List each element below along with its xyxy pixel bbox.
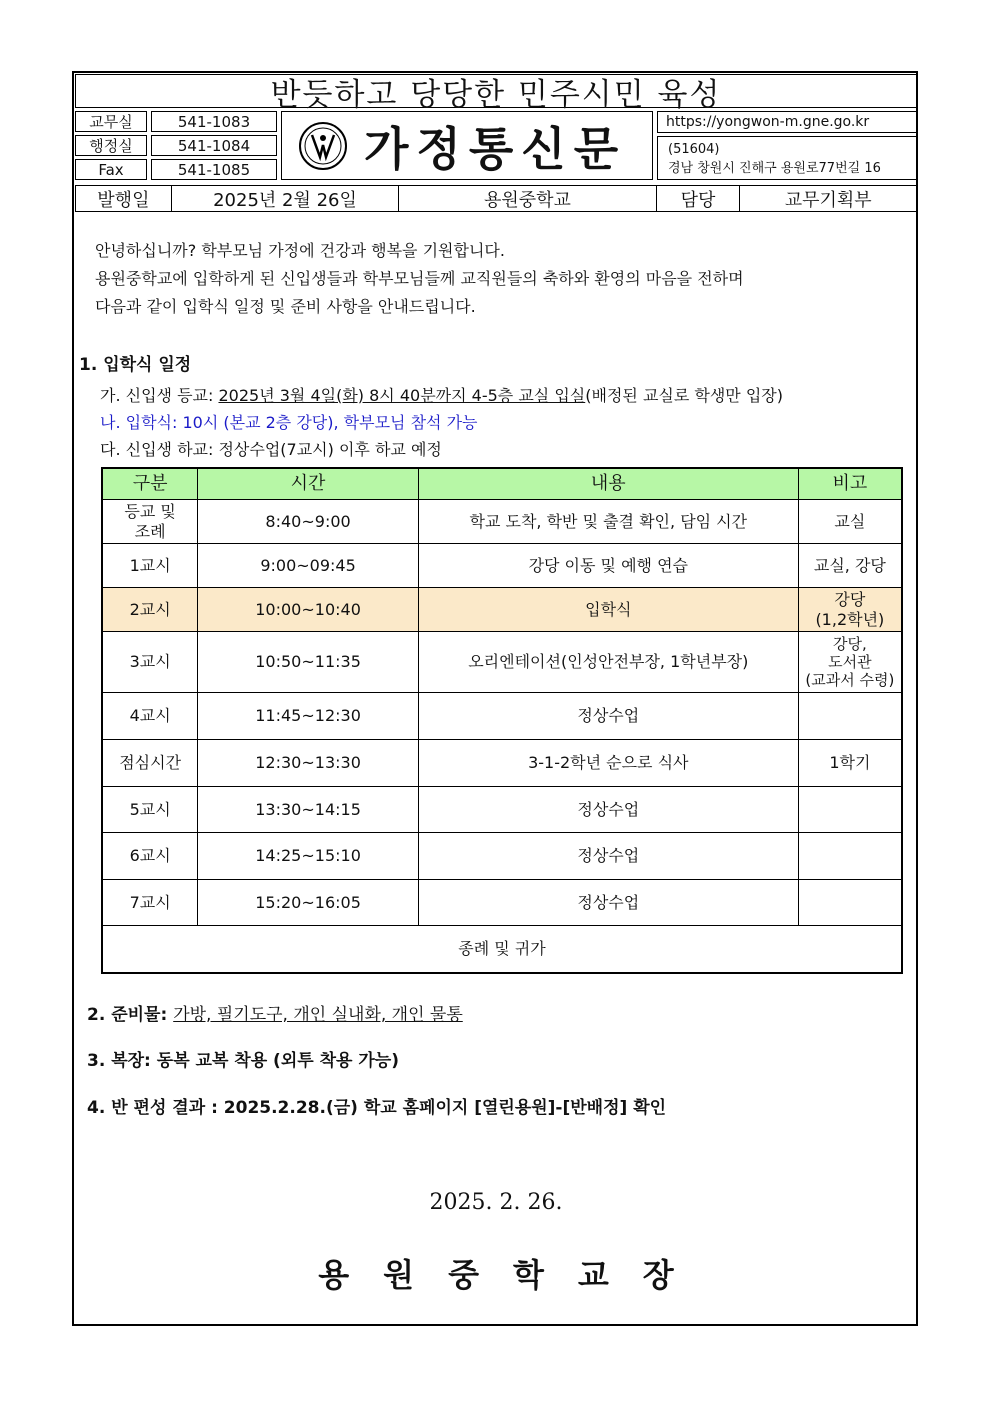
item-a-underlined: 2025년 3월 4일(화) 8시 40분까지 4-5층 교실 입실 [218, 386, 586, 405]
cell-note [798, 693, 902, 740]
cell-period: 2교시 [102, 588, 198, 632]
pub-dept-value: 교무기획부 [784, 189, 872, 211]
postal-code: (51604) [668, 142, 720, 157]
section-1-item-b [100, 410, 478, 433]
cell-note: 강당 (1,2학년) [798, 588, 902, 632]
contact-office [75, 111, 277, 132]
school-logo-icon [298, 121, 348, 171]
title-box [281, 111, 653, 180]
cell-time: 8:40~9:00 [198, 500, 419, 544]
cell-note: 1학기 [798, 740, 902, 787]
cell-note: 강당, 도서관 (교과서 수령) [798, 632, 902, 693]
section-1-item-c: 다. 신입생 하교: 정상수업(7교시) 이후 하교 예정 [100, 440, 442, 459]
contact-value: 541-1085 [151, 159, 277, 180]
header-period: 구분 [102, 468, 198, 500]
cell-period: 등교 및 조례 [102, 500, 198, 544]
street-address: 경남 창원시 진해구 용원로77번길 16 [668, 161, 881, 176]
cell-period: 1교시 [102, 544, 198, 588]
intro-text [95, 237, 744, 321]
table-row [102, 693, 902, 740]
cell-note [798, 880, 902, 926]
contact-admin [75, 135, 277, 156]
intro-line: 다음과 같이 입학식 일정 및 준비 사항을 안내드립니다. [95, 297, 476, 316]
item-3-dress: 3. 복장: 동복 교복 착용 (외투 착용 가능) [87, 1051, 399, 1071]
cell-time: 11:45~12:30 [198, 693, 419, 740]
supplies-label: 2. 준비물: [87, 1005, 174, 1025]
item-a-suffix: (배정된 교실로 학생만 입장) [585, 386, 784, 405]
cell-period: 점심시간 [102, 740, 198, 787]
school-motto: 반듯하고 당당한 민주시민 육성 [75, 74, 917, 108]
cell-content: 정상수업 [418, 693, 798, 740]
contact-value: 541-1083 [151, 111, 277, 132]
cell-time: 10:50~11:35 [198, 632, 419, 693]
table-footer-row [102, 926, 902, 973]
cell-time: 15:20~16:05 [198, 880, 419, 926]
header-content: 내용 [418, 468, 798, 500]
cell-period: 7교시 [102, 880, 198, 926]
table-row [102, 632, 902, 693]
table-row [102, 833, 902, 880]
page-title: 가정통신문 [364, 121, 627, 176]
table-row [102, 880, 902, 926]
cell-time: 12:30~13:30 [198, 740, 419, 787]
table-row [102, 787, 902, 833]
contact-fax [75, 159, 277, 180]
cell-content: 학교 도착, 학반 및 출결 확인, 담임 시간 [418, 500, 798, 544]
cell-time: 10:00~10:40 [198, 588, 419, 632]
supplies-value: 가방, 필기도구, 개인 실내화, 개인 물통 [173, 1005, 463, 1025]
table-row [102, 740, 902, 787]
school-address [657, 136, 917, 180]
item-b-prefix: 나. [100, 413, 126, 432]
contact-label: 행정실 [75, 135, 147, 156]
cell-period: 3교시 [102, 632, 198, 693]
cell-time: 9:00~09:45 [198, 544, 419, 588]
pub-school: 용원중학교 [399, 186, 656, 211]
schedule-table [101, 467, 903, 974]
cell-period: 5교시 [102, 787, 198, 833]
item-b-blue: 입학식: 10시 (본교 2층 강당), 학부모님 참석 가능 [125, 413, 478, 432]
intro-line: 용원중학교에 입학하게 된 신입생들과 학부모님들께 교직원들의 축하와 환영의 마음을 전하며 [95, 269, 744, 288]
table-row [102, 544, 902, 588]
table-row [102, 500, 902, 544]
closing-date: 2025. 2. 26. [429, 1190, 563, 1215]
pub-date-label: 발행일 [76, 186, 172, 211]
cell-period: 4교시 [102, 693, 198, 740]
item-4-class: 4. 반 편성 결과 : 2025.2.28.(금) 학교 홈페이지 [열린용원]-[반배정] 확인 [87, 1098, 667, 1118]
table-header-row [102, 468, 902, 500]
cell-content: 입학식 [418, 588, 798, 632]
cell-content: 정상수업 [418, 880, 798, 926]
item-a-prefix: 가. 신입생 등교: [100, 386, 219, 405]
table-row [102, 588, 902, 632]
cell-note: 교실 [798, 500, 902, 544]
section-1-item-a [100, 383, 783, 406]
cell-time: 13:30~14:15 [198, 787, 419, 833]
pub-dept-label: 담당 [657, 186, 741, 211]
contact-label: Fax [75, 159, 147, 180]
dismissal-cell: 종례 및 귀가 [102, 926, 902, 973]
contact-label: 교무실 [75, 111, 147, 132]
section-1-title: 1. 입학식 일정 [79, 355, 192, 375]
cell-note [798, 833, 902, 880]
cell-note: 교실, 강당 [798, 544, 902, 588]
header-time: 시간 [198, 468, 419, 500]
cell-period: 6교시 [102, 833, 198, 880]
cell-content: 강당 이동 및 예행 연습 [418, 544, 798, 588]
header-note: 비고 [798, 468, 902, 500]
intro-line: 안녕하십니까? 학부모님 가정에 건강과 행복을 기원합니다. [95, 241, 505, 260]
publication-row [75, 185, 917, 212]
principal-signature: 용원중학교장 [318, 1256, 708, 1294]
item-2-supplies [87, 1000, 463, 1025]
cell-content: 3-1-2학년 순으로 식사 [418, 740, 798, 787]
contact-value: 541-1084 [151, 135, 277, 156]
cell-content: 정상수업 [418, 833, 798, 880]
pub-date-value: 2025년 2월 26일 [172, 186, 399, 211]
cell-content: 정상수업 [418, 787, 798, 833]
cell-time: 14:25~15:10 [198, 833, 419, 880]
cell-content: 오리엔테이션(인성안전부장, 1학년부장) [418, 632, 798, 693]
website-link[interactable]: https://yongwon-m.gne.go.kr [657, 111, 917, 133]
cell-note [798, 787, 902, 833]
